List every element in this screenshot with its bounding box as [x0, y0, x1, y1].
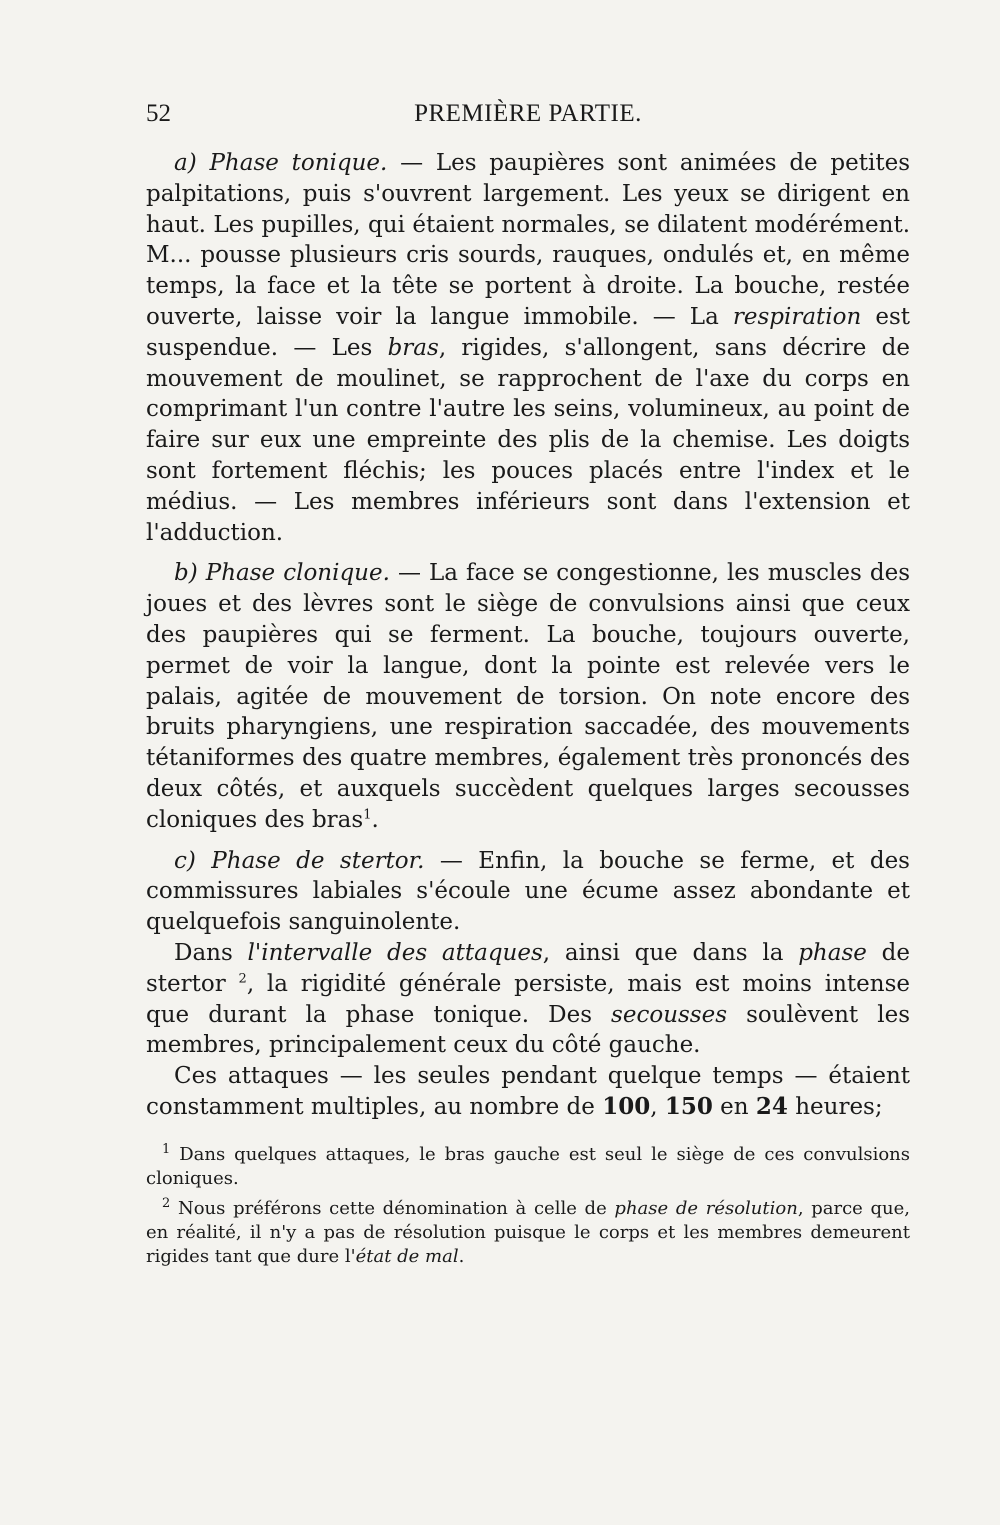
paragraph-text: — La face se congestionne, les muscles des joues et des lèvres sont le siège de convulsions ainsi que ceux des paupières qui se ferment. La bouche, toujours ouverte, permet de voir la langue, dont la pointe est relevée vers le palais, agitée de mouvement de torsion. On note encore des bruits pharyngiens, une respiration saccadée, des mouvements tétaniformes des quatre membres, également très prononcés des deux côtés, et auxquels succèdent quelques larges secousses cloniques des bras: [146, 560, 910, 833]
paragraph-text: , la rigidité générale persiste, mais est moins intense que durant la phase tonique. Des: [146, 970, 910, 1028]
item-label: c): [174, 847, 196, 874]
paragraph-text: — Les paupières sont animées de petites palpitations, puis s'ouvrent largement. Les yeux se dirigent en haut. Les pupilles, qui étaient normales, se dilatent modérément. M... pousse plusieurs cris sourds, rauques, ondulés et, en même temps, la face et la tête se portent à droite. La bouche, restée ouverte, laisse voir la langue immobile. — La: [146, 150, 911, 330]
book-page: [146, 98, 910, 1269]
paragraph-text: Ces attaques — les seules pendant quelque temps — étaient constamment multiples, au nombre de: [146, 1063, 910, 1120]
number: 150: [664, 1092, 713, 1120]
emphasis: bras: [387, 334, 439, 361]
footnotes: [146, 1143, 910, 1269]
item-label: a): [174, 150, 197, 176]
paragraph-text: heures;: [787, 1093, 883, 1120]
paragraph-text: Dans: [174, 939, 248, 966]
paragraph-text: en: [712, 1093, 756, 1120]
section-title: Phase clonique.: [205, 560, 390, 587]
emphasis: phase: [798, 939, 867, 966]
emphasis: l'intervalle des attaques: [247, 939, 543, 966]
number: 24: [755, 1092, 788, 1120]
footnote-1: [146, 1143, 910, 1191]
paragraph-phase-tonique: [146, 148, 910, 548]
paragraph-text: — Enfin, la bouche se ferme, et des commissures labiales s'écoule une écume assez abondante et quelquefois sanguinolente.: [146, 847, 910, 936]
footnote-mark: 2: [162, 1195, 171, 1211]
paragraph-intervalle: [146, 938, 910, 1061]
paragraph-text: est suspendue. — Les: [146, 303, 911, 361]
footnote-text: , parce que, en réalité, il n'y a pas de résolution puisque le corps et les membres demeurent rigides tant que dure l': [146, 1197, 910, 1267]
number: 100: [602, 1092, 651, 1120]
footnote-ref: 1: [363, 807, 372, 823]
paragraph-attaques: [146, 1061, 910, 1123]
emphasis: état de mal: [355, 1245, 459, 1267]
paragraph-text: , ainsi que dans la: [542, 939, 799, 966]
body-text: [146, 148, 910, 1123]
footnote-2: [146, 1197, 910, 1269]
running-head: PREMIÈRE PARTIE.: [414, 100, 642, 127]
footnote-text: Dans quelques attaques, le bras gauche est seul le siège de ces convulsions cloniques.: [146, 1143, 910, 1189]
paragraph-phase-clonique: [146, 558, 910, 835]
page-header: [146, 98, 910, 138]
paragraph-text: , rigides, s'allongent, sans décrire de mouvement de moulinet, se rapprochent de l'axe du corps en comprimant l'un contre l'autre les seins, volumineux, au point de faire sur eux une empreinte des plis de la chemise. Les doigts sont fortement fléchis; les pouces placés entre l'index et le médius. — Les membres inférieurs sont dans l'extension et l'adduction.: [146, 334, 910, 546]
emphasis: secousses: [611, 1001, 728, 1028]
section-title: Phase de stertor.: [211, 847, 425, 874]
emphasis: respiration: [732, 303, 862, 330]
paragraph-text: de stertor: [146, 939, 910, 997]
item-label: b): [174, 560, 198, 587]
paragraph-text: .: [371, 806, 379, 833]
page-number: 52: [146, 100, 171, 127]
section-title: Phase tonique.: [209, 150, 388, 176]
footnote-text: Nous préférons cette dénomination à celle de: [170, 1197, 615, 1219]
paragraph-text: ,: [650, 1093, 665, 1120]
footnote-mark: 1: [162, 1141, 171, 1157]
emphasis: phase de résolution: [614, 1197, 798, 1219]
footnote-ref: 2: [238, 971, 247, 987]
footnote-text: .: [458, 1245, 465, 1267]
paragraph-phase-stertor: [146, 846, 910, 938]
paragraph-text: soulèvent les membres, principalement ceux du côté gauche.: [146, 1001, 910, 1059]
